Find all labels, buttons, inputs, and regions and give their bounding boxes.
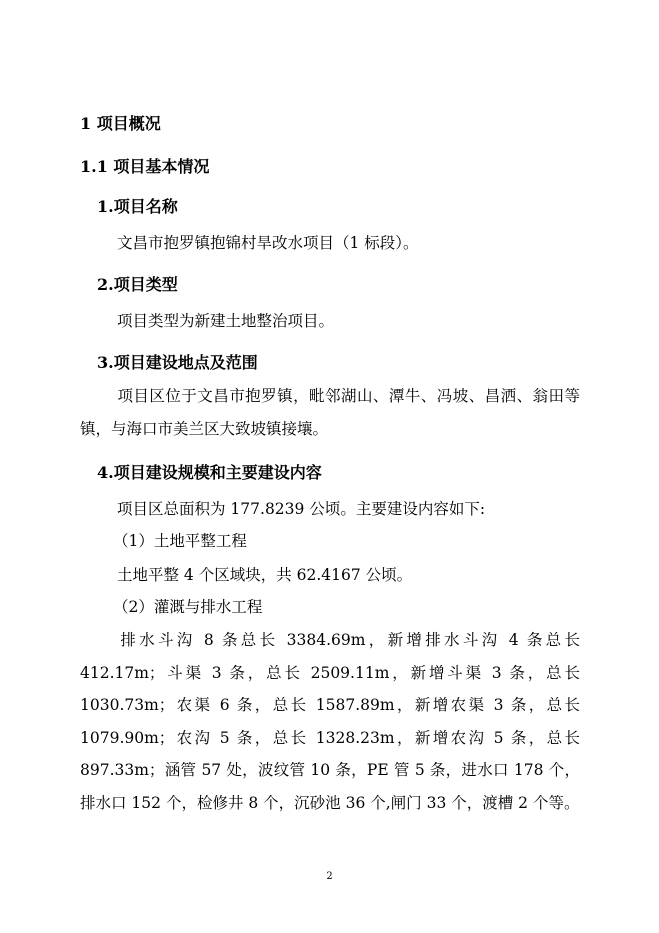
irrigation-subheading: （2）灌溉与排水工程	[113, 598, 263, 616]
project-location-paragraph	[80, 380, 580, 445]
land-leveling-text: 土地平整 4 个区域块，共 62.4167 公顷。	[117, 566, 413, 584]
project-type-heading: 2.项目类型	[97, 275, 178, 294]
project-scale-text: 项目区总面积为 177.8239 公顷。主要建设内容如下:	[117, 500, 486, 518]
project-name-heading: 1.项目名称	[97, 197, 178, 216]
project-name-text: 文昌市抱罗镇抱锦村旱改水项目（1 标段）。	[117, 234, 419, 252]
irrigation-text: 排水斗沟 8 条总长 3384.69m，新增排水斗沟 4 条总长 412.17m；斗渠 3 条，总长 2509.11m，新增斗渠 3 条，总长 1030.73m；农渠 6 条，总长 1587.89m，新增农渠 3 条，总长 1079.90m；农沟 5 条，总长 1328.23m，新增农沟 5 条，总长 897.33m；涵管 57 处，波纹管 10 条，PE 管 5 条，进水口 178 个，排水口 152 个，检修井 8 个，沉砂池 36 个,闸门 33 个，渡槽 2 个等。	[80, 631, 580, 812]
project-location-heading: 3.项目建设地点及范围	[97, 353, 258, 372]
project-scale-heading: 4.项目建设规模和主要建设内容	[97, 463, 322, 482]
project-type-text: 项目类型为新建土地整治项目。	[117, 312, 335, 330]
project-location-text: 项目区位于文昌市抱罗镇，毗邻湖山、潭牛、冯坡、昌洒、翁田等镇，与海口市美兰区大致坡镇接壤。	[80, 387, 580, 438]
section-heading: 1.1 项目基本情况	[80, 157, 210, 176]
irrigation-paragraph	[80, 624, 580, 819]
chapter-heading: 1 项目概况	[80, 114, 161, 133]
land-leveling-subheading: （1）土地平整工程	[113, 532, 247, 550]
page-number: 2	[326, 871, 333, 882]
